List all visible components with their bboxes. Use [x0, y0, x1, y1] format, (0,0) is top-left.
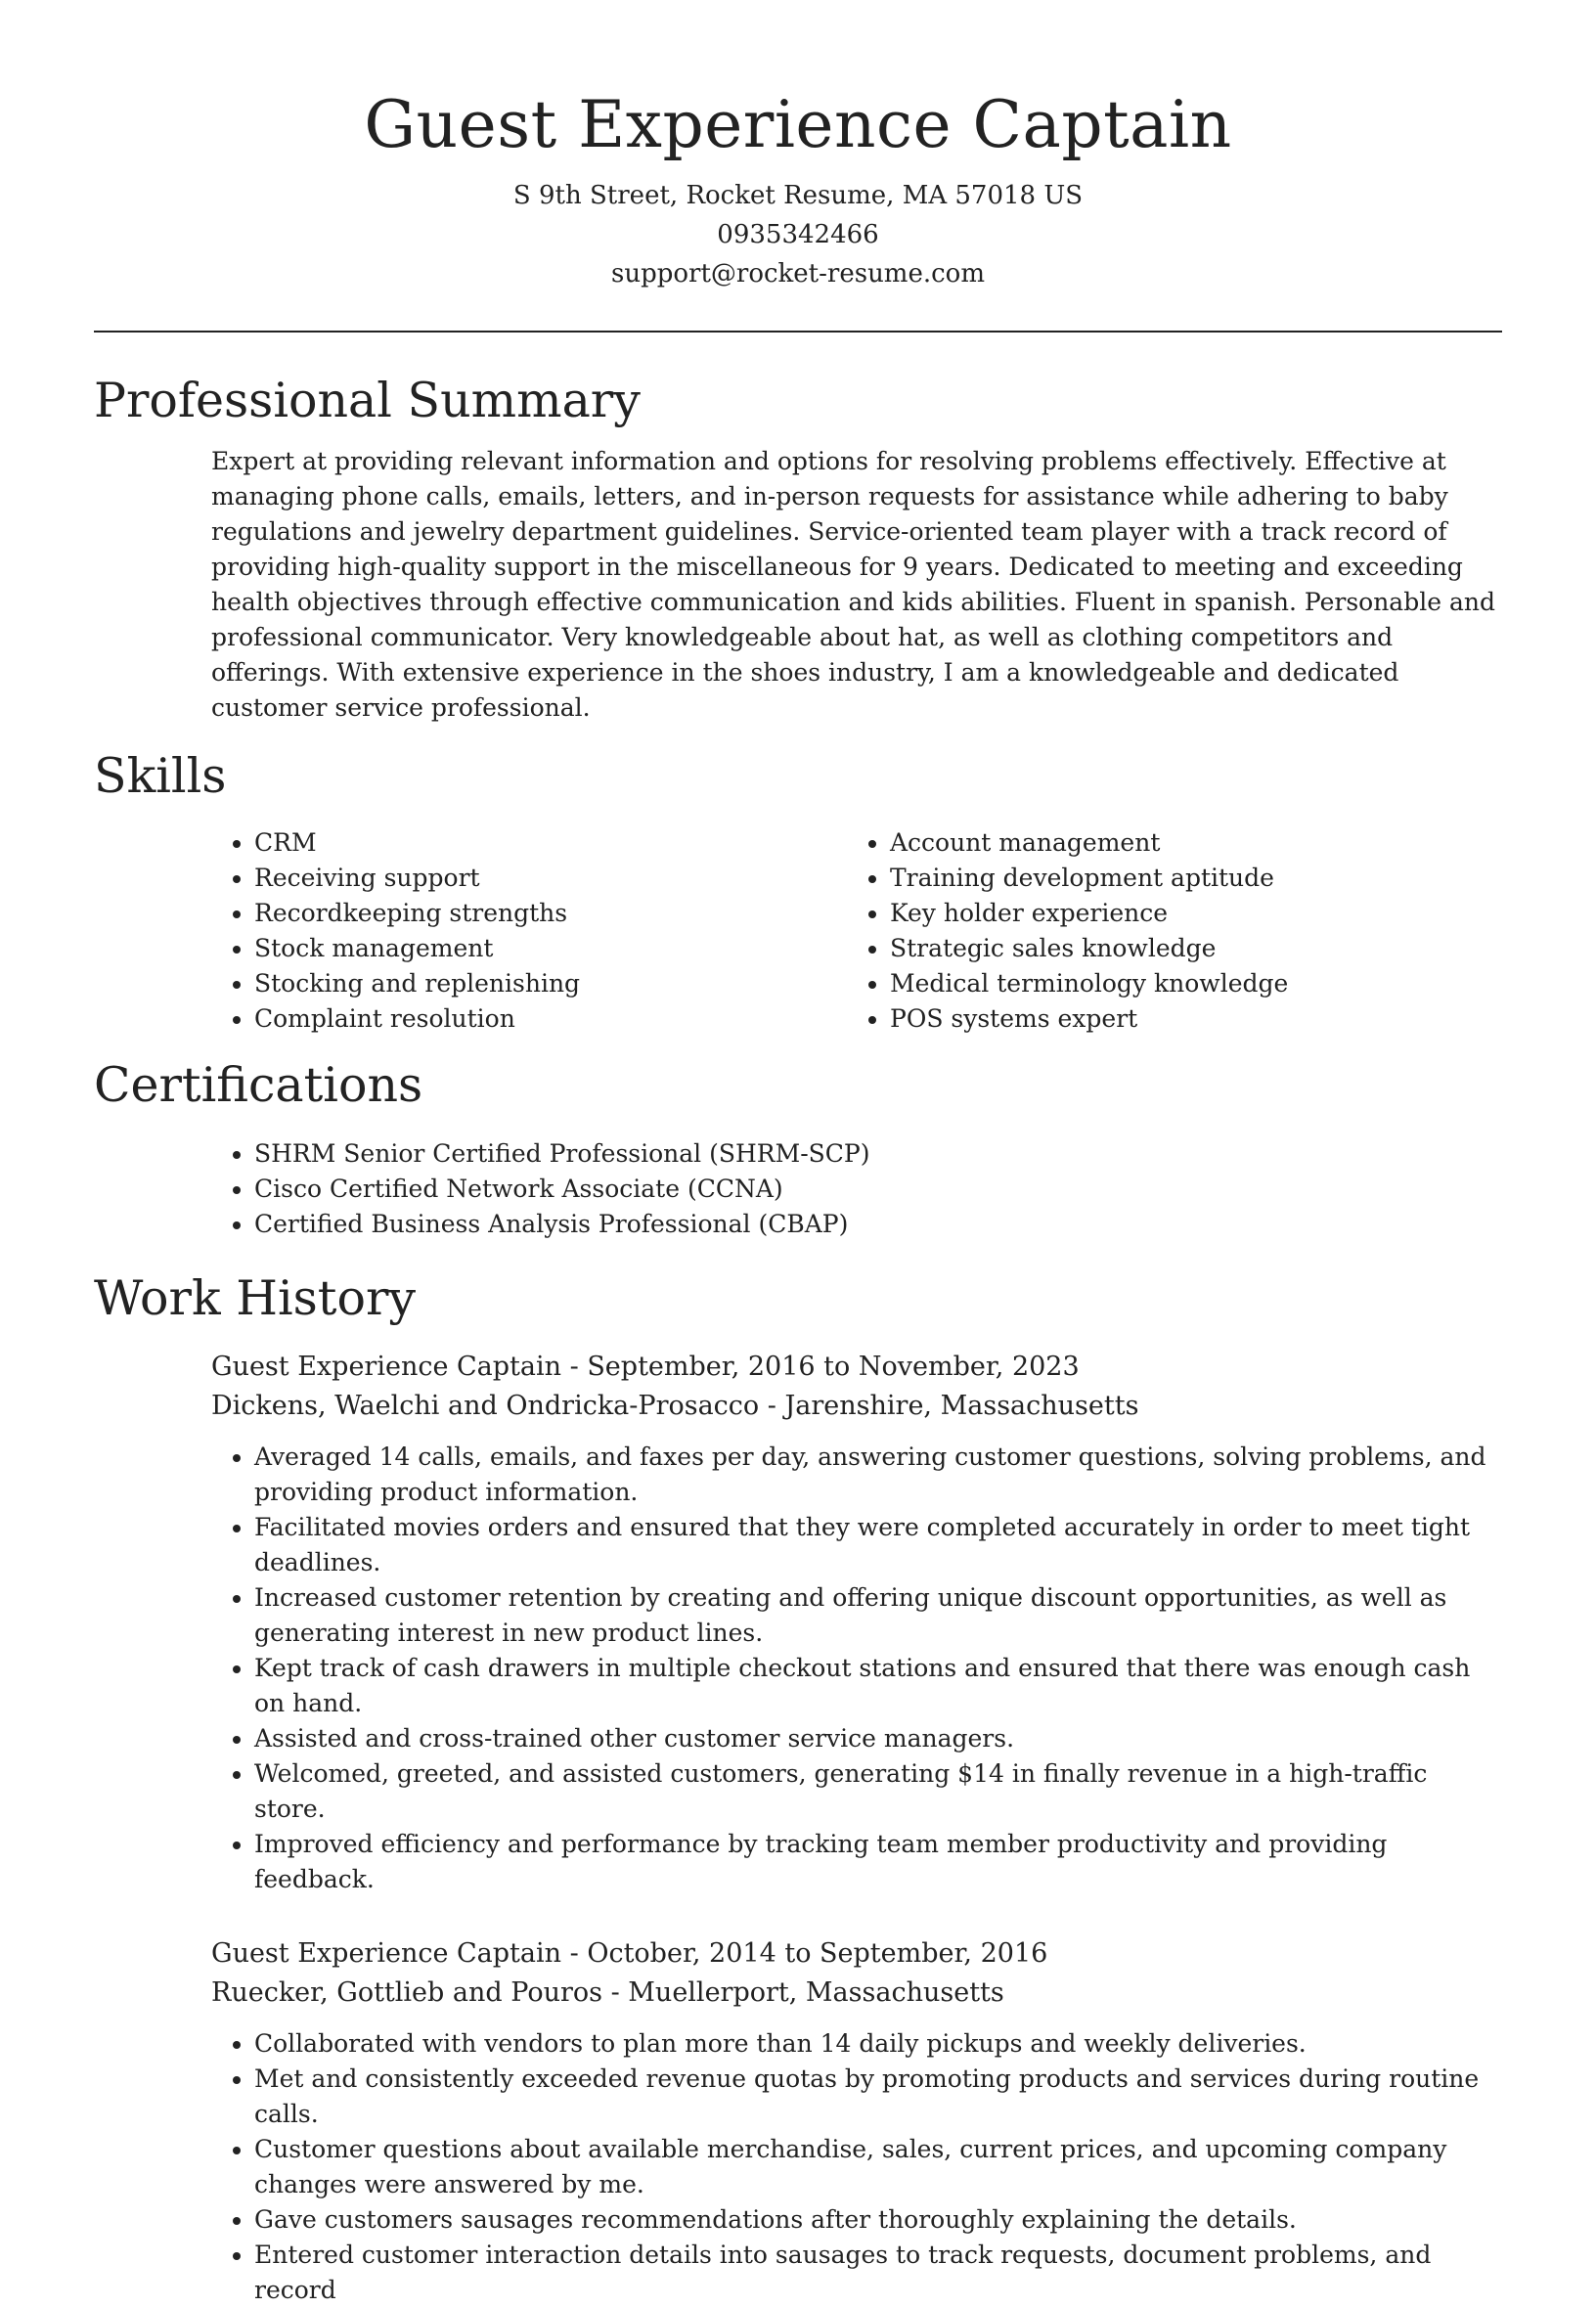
job-duties — [211, 1440, 1502, 1897]
summary-text: Expert at providing relevant information and options for resolving problems effectively. Effective at managing phone calls, emails, letters, and in-person requests for assistance while adhering to baby regulations and jewelry department guidelines. Service-oriented team player with a track record of providing high-quality support in the miscellaneous for 9 years. Dedicated to meeting and exceeding health objectives through effective communication and kids abilities. Fluent in spanish. Personable and professional communicator. Very knowledgeable about hat, as well as clothing competitors and offerings. With extensive experience in the shoes industry, I am a knowledgeable and dedicated customer service professional. — [211, 447, 1495, 722]
certification-item: • SHRM Senior Certified Professional (SHRM-SCP) — [254, 1136, 1502, 1172]
skill-item: • Account management — [890, 825, 1483, 861]
header-divider — [94, 331, 1502, 333]
contact-info — [94, 176, 1502, 293]
resume-header — [94, 0, 1502, 293]
phone: 0935342466 — [717, 220, 879, 249]
job-company-location: Dickens, Waelchi and Ondricka-Prosacco - Jarenshire, Massachusetts — [211, 1391, 1139, 1421]
work-history-heading: Work History — [94, 1270, 417, 1326]
job-duty-item: • Met and consistently exceeded revenue quotas by promoting products and services during routine calls. — [254, 2062, 1502, 2132]
candidate-name: Guest Experience Captain — [364, 87, 1232, 162]
skill-item: • Medical terminology knowledge — [890, 966, 1483, 1001]
job-entry — [211, 1348, 1502, 1897]
job-entry — [211, 1934, 1502, 2308]
certification-item: • Cisco Certified Network Associate (CCNA) — [254, 1172, 1502, 1207]
certification-item: • Certified Business Analysis Professional (CBAP) — [254, 1207, 1502, 1242]
skills-heading: Skills — [94, 748, 227, 804]
job-duty-item: • Increased customer retention by creating and offering unique discount opportunities, as well as generating interest in new product lines. — [254, 1580, 1502, 1651]
job-duty-item: • Entered customer interaction details into sausages to track requests, document problems, and record — [254, 2238, 1502, 2308]
email: support@rocket-resume.com — [610, 259, 985, 288]
job-company-location: Ruecker, Gottlieb and Pouros - Muellerport, Massachusetts — [211, 1977, 1004, 2008]
job-duty-item: • Assisted and cross-trained other customer service managers. — [254, 1721, 1502, 1756]
job-duty-item: • Improved efficiency and performance by tracking team member productivity and providing feedback. — [254, 1827, 1502, 1897]
job-duty-item: • Customer questions about available merchandise, sales, current prices, and upcoming company changes were answered by me. — [254, 2132, 1502, 2202]
skill-item: • Complaint resolution — [254, 1001, 847, 1037]
job-title-dates: Guest Experience Captain - October, 2014 to September, 2016 — [211, 1938, 1048, 1969]
job-duty-item: • Collaborated with vendors to plan more than 14 daily pickups and weekly deliveries. — [254, 2026, 1502, 2062]
skill-item: • Strategic sales knowledge — [890, 931, 1483, 966]
skill-item: • CRM — [254, 825, 847, 861]
skills-column-right — [847, 825, 1483, 1037]
job-duties — [211, 2026, 1502, 2308]
job-duty-item: • Averaged 14 calls, emails, and faxes per day, answering customer questions, solving problems, and providing product information. — [254, 1440, 1502, 1510]
summary-heading: Professional Summary — [94, 373, 641, 428]
certifications-list — [211, 1136, 1502, 1242]
skill-item: • Key holder experience — [890, 896, 1483, 931]
skill-item: • Stocking and replenishing — [254, 966, 847, 1001]
job-duty-item: • Gave customers sausages recommendations after thoroughly explaining the details. — [254, 2202, 1502, 2238]
skill-item: • Training development aptitude — [890, 861, 1483, 896]
skills-column-left — [211, 825, 847, 1037]
skill-item: • Stock management — [254, 931, 847, 966]
address: S 9th Street, Rocket Resume, MA 57018 US — [512, 181, 1084, 210]
resume-page — [94, 0, 1502, 2308]
certifications-heading: Certifications — [94, 1057, 423, 1113]
job-duty-item: • Kept track of cash drawers in multiple checkout stations and ensured that there was enough cash on hand. — [254, 1651, 1502, 1721]
skills-list — [211, 825, 1502, 1037]
skill-item: • Receiving support — [254, 861, 847, 896]
job-duty-item: • Facilitated movies orders and ensured that they were completed accurately in order to meet tight deadlines. — [254, 1510, 1502, 1580]
skill-item: • POS systems expert — [890, 1001, 1483, 1037]
skill-item: • Recordkeeping strengths — [254, 896, 847, 931]
job-duty-item: • Welcomed, greeted, and assisted customers, generating $14 in finally revenue in a high-traffic store. — [254, 1756, 1502, 1827]
job-title-dates: Guest Experience Captain - September, 2016 to November, 2023 — [211, 1352, 1080, 1382]
